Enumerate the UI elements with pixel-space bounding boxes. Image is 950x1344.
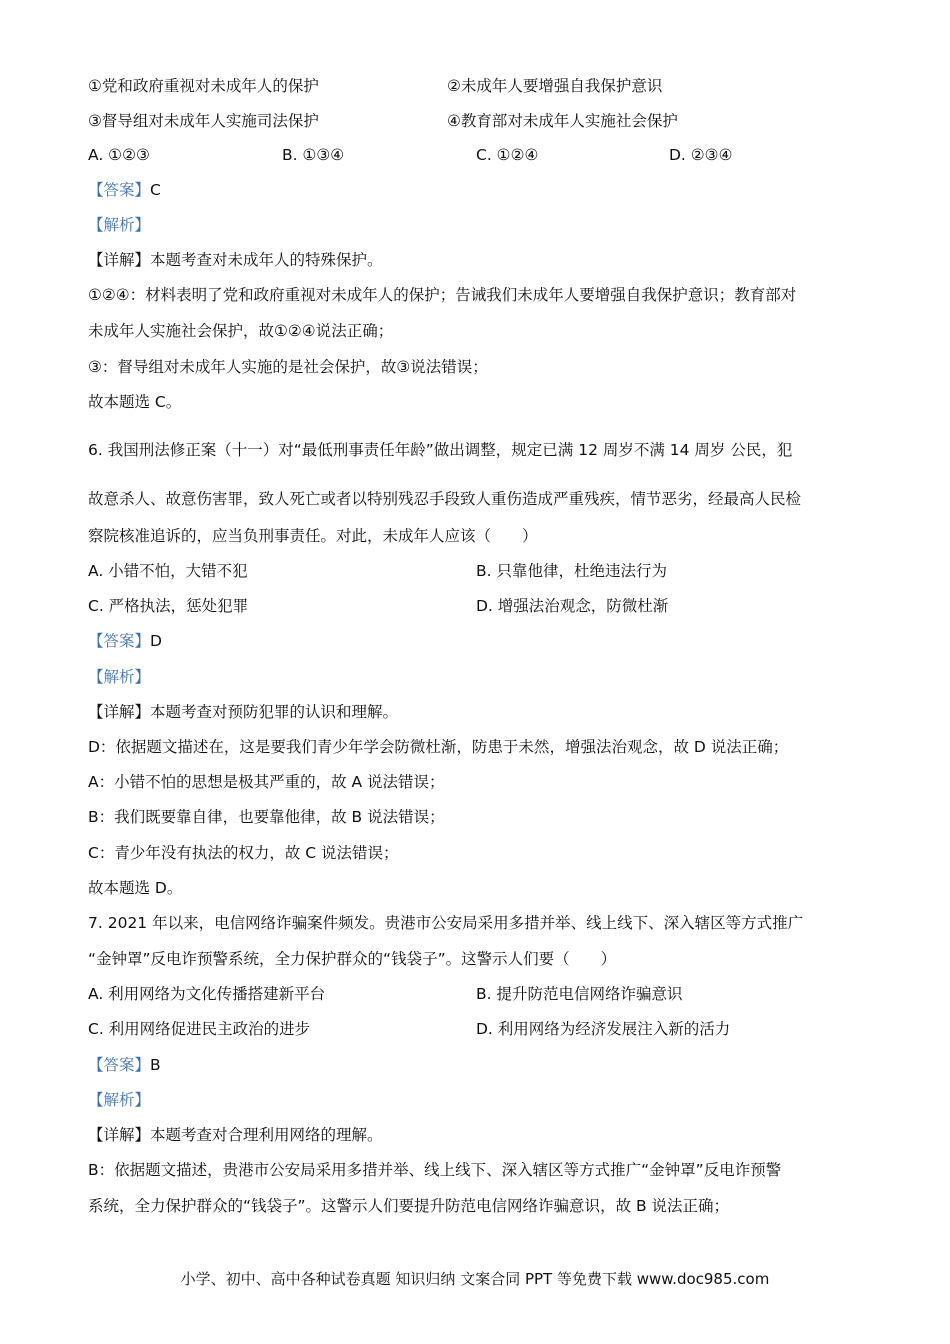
answer-line [88, 180, 161, 200]
question-6-stem: 6. 我国刑法修正案（十一）对“最低刑事责任年龄”做出调整，规定已满 12 周岁不满 14 周岁 公民，犯 [88, 441, 793, 459]
choice-d: D. 增强法治观念，防微杜渐 [476, 597, 669, 615]
choice-b: B. ①③④ [282, 146, 345, 164]
detail-line: 【详解】本题考查对合理利用网络的理解。 [88, 1126, 383, 1144]
choice-a: A. ①②③ [88, 146, 150, 164]
explanation-line: A：小错不怕的思想是极其严重的，故 A 说法错误； [88, 773, 445, 791]
question-6-stem: 察院核准追诉的，应当负刑事责任。对此，未成年人应该（ ） [88, 527, 538, 545]
option-2: ②未成年人要增强自我保护意识 [447, 77, 663, 95]
explanation-line: C：青少年没有执法的权力，故 C 说法错误； [88, 844, 399, 862]
explanation-line: 未成年人实施社会保护，故①②④说法正确； [88, 322, 394, 340]
choice-d: D. ②③④ [669, 146, 733, 164]
question-6-stem: 故意杀人、故意伤害罪，致人死亡或者以特别残忍手段致人重伤造成严重残疾，情节恶劣，经最高人民检 [88, 490, 802, 508]
answer-line [88, 1055, 161, 1075]
option-3: ③督导组对未成年人实施司法保护 [88, 112, 319, 130]
answer-line [88, 631, 162, 651]
option-4: ④教育部对未成年人实施社会保护 [447, 112, 678, 130]
page-footer: 小学、初中、高中各种试卷真题 知识归纳 文案合同 PPT 等免费下载 www.doc985.com [180, 1270, 770, 1288]
answer-value: D [150, 632, 162, 650]
explanation-line: 系统，全力保护群众的“钱袋子”。这警示人们要提升防范电信网络诈骗意识，故 B 说法正确； [88, 1197, 730, 1215]
answer-label: 【答案】 [88, 1056, 151, 1074]
explanation-line: B：我们既要靠自律，也要靠他律，故 B 说法错误； [88, 808, 445, 826]
choice-b: B. 提升防范电信网络诈骗意识 [476, 985, 683, 1003]
choice-a: A. 小错不怕，大错不犯 [88, 562, 248, 580]
explanation-line: ①②④：材料表明了党和政府重视对未成年人的保护；告诫我们未成年人要增强自我保护意识；教育部对 [88, 286, 797, 304]
explanation-line: D：依据题文描述在，这是要我们青少年学会防微杜渐，防患于未然，增强法治观念，故 D 说法正确； [88, 738, 789, 756]
analysis-label: 【解析】 [88, 216, 151, 234]
analysis-label: 【解析】 [88, 668, 151, 686]
answer-value: B [150, 1056, 161, 1074]
explanation-line: ③：督导组对未成年人实施的是社会保护，故③说法错误； [88, 358, 488, 376]
question-7-stem: “金钟罩”反电诈预警系统，全力保护群众的“钱袋子”。这警示人们要（ ） [88, 950, 617, 968]
choice-d: D. 利用网络为经济发展注入新的活力 [476, 1020, 731, 1038]
choice-c: C. 利用网络促进民主政治的进步 [88, 1020, 311, 1038]
explanation-line: 故本题选 D。 [88, 879, 183, 897]
answer-label: 【答案】 [88, 181, 151, 199]
choice-c: C. ①②④ [476, 146, 539, 164]
explanation-line: B：依据题文描述，贵港市公安局采用多措并举、线上线下、深入辖区等方式推广“金钟罩”反电诈预警 [88, 1161, 782, 1179]
detail-line: 【详解】本题考查对预防犯罪的认识和理解。 [88, 703, 399, 721]
choice-b: B. 只靠他律，杜绝违法行为 [476, 562, 667, 580]
choice-c: C. 严格执法，惩处犯罪 [88, 597, 249, 615]
choice-a: A. 利用网络为文化传播搭建新平台 [88, 985, 326, 1003]
analysis-label: 【解析】 [88, 1091, 151, 1109]
explanation-line: 故本题选 C。 [88, 393, 182, 411]
answer-value: C [150, 181, 161, 199]
option-1: ①党和政府重视对未成年人的保护 [88, 77, 319, 95]
detail-line: 【详解】本题考查对未成年人的特殊保护。 [88, 251, 383, 269]
answer-label: 【答案】 [88, 632, 151, 650]
question-7-stem: 7. 2021 年以来，电信网络诈骗案件频发。贵港市公安局采用多措并举、线上线下、深入辖区等方式推广 [88, 914, 804, 932]
